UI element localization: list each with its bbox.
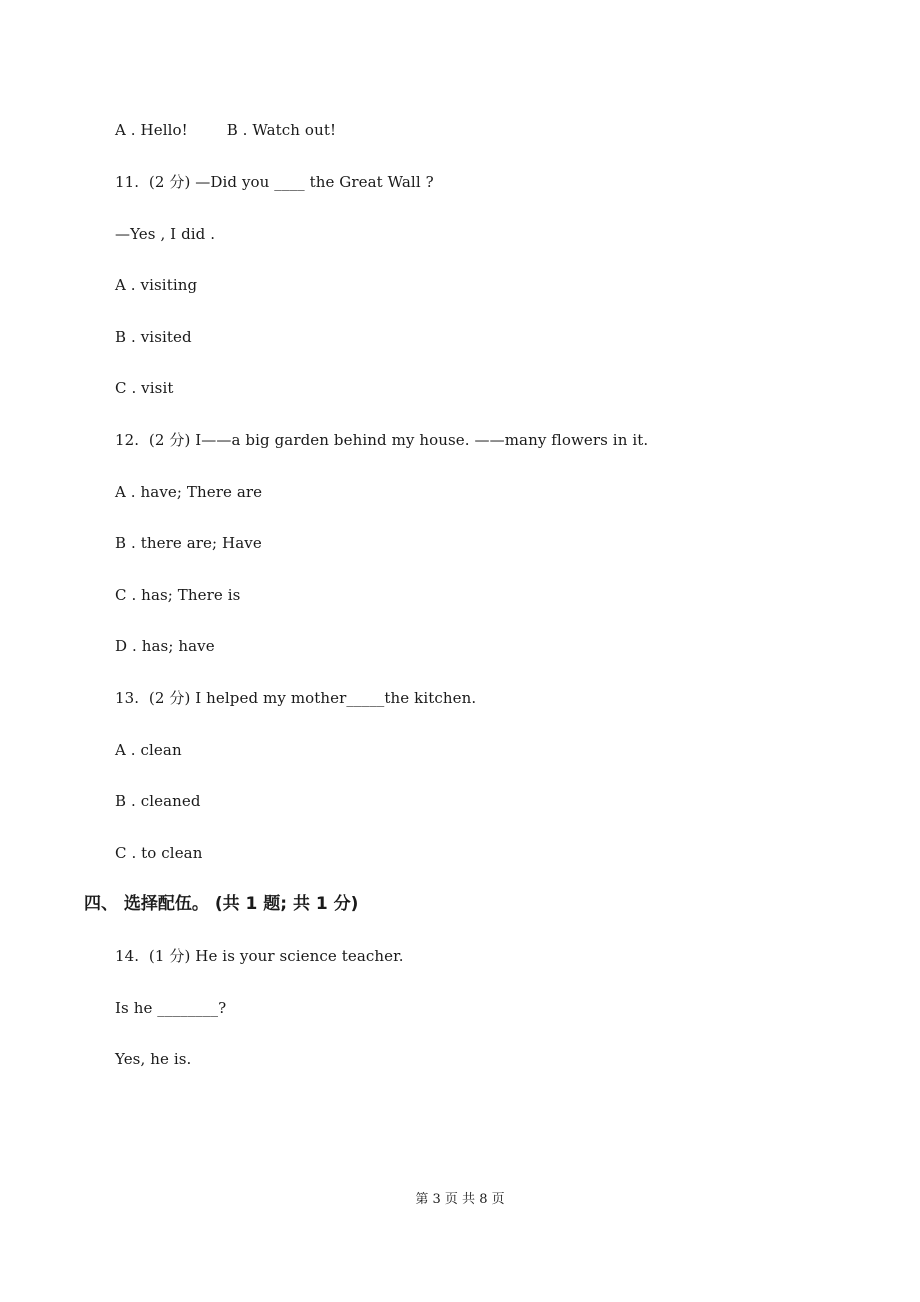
question-12-option-d: D . has; have xyxy=(115,637,215,655)
question-12-option-c: C . has; There is xyxy=(115,586,241,604)
question-11-option-b: B . visited xyxy=(115,328,192,346)
question-12: 12. (2 分) I——a big garden behind my house. ——many flowers in it. xyxy=(115,431,649,449)
question-11: 11. (2 分) —Did you ____ the Great Wall ? xyxy=(115,173,434,191)
page-number: 第 3 页 共 8 页 xyxy=(415,1192,505,1207)
question-12-option-a: A . have; There are xyxy=(115,483,263,501)
question-14: 14. (1 分) He is your science teacher. xyxy=(115,947,404,965)
question-13-option-b: B . cleaned xyxy=(115,792,201,810)
section-4-heading: 四、 选择配伍。 (共 1 题; 共 1 分) xyxy=(84,894,359,914)
question-11-response: —Yes , I did . xyxy=(115,225,216,243)
question-13: 13. (2 分) I helped my mother_____the kitchen. xyxy=(115,689,477,707)
q10-options: A . Hello! B . Watch out! xyxy=(115,121,337,139)
question-13-option-c: C . to clean xyxy=(115,844,203,862)
question-12-option-b: B . there are; Have xyxy=(115,534,262,552)
question-14-prompt: Is he ________? xyxy=(115,999,227,1017)
question-14-response: Yes, he is. xyxy=(115,1050,192,1068)
question-11-option-a: A . visiting xyxy=(115,276,198,294)
question-11-option-c: C . visit xyxy=(115,379,174,397)
question-13-option-a: A . clean xyxy=(115,741,182,759)
